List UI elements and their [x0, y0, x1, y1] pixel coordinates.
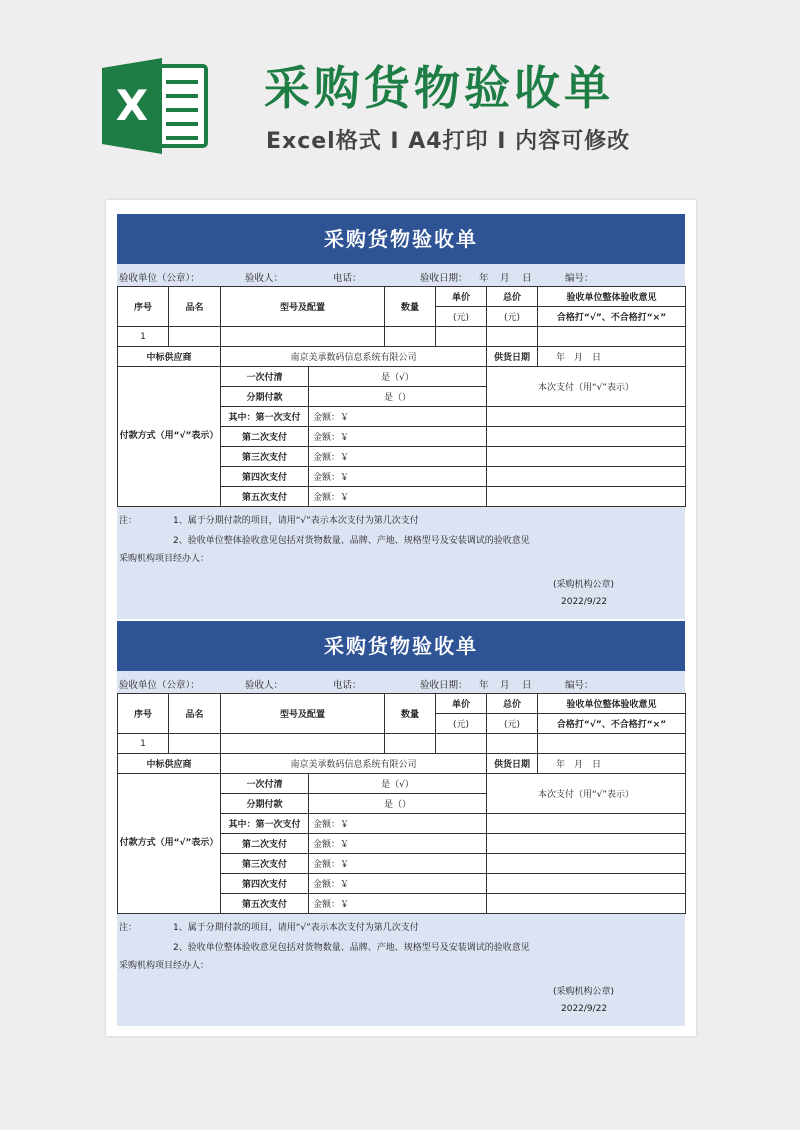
installment-2-amount[interactable]: 金额：￥ [309, 427, 487, 447]
row-total[interactable] [487, 327, 538, 347]
installment-3-check[interactable] [487, 447, 686, 467]
year-label: 年 [479, 680, 489, 691]
pay-install-value[interactable]: 是（） [309, 794, 487, 814]
acceptance-form-1 [117, 214, 685, 619]
pay-install-label: 分期付款 [221, 794, 309, 814]
installment-1-label: 其中：第一次支付 [221, 814, 309, 834]
installment-4-label: 第四次支付 [221, 874, 309, 894]
installment-1-check[interactable] [487, 407, 686, 427]
receiver-label: 验收人： [245, 680, 284, 691]
day-label: 日 [522, 680, 532, 691]
page-title: 采购货物验收单 [264, 61, 614, 115]
row-price[interactable] [436, 327, 487, 347]
col-seq-header: 序号 [118, 287, 169, 327]
installment-5-check[interactable] [487, 487, 686, 507]
supplier-label: 中标供应商 [118, 347, 221, 367]
pay-once-value[interactable]: 是（√） [309, 774, 487, 794]
row-name[interactable] [169, 734, 221, 754]
price-unit: (元) [436, 714, 487, 734]
phone-label: 电话： [333, 680, 362, 691]
page-subtitle: Excel格式 I A4打印 I 内容可修改 [266, 129, 631, 154]
row-seq: 1 [118, 327, 169, 347]
unit-label: 验收单位（公章）： [119, 680, 200, 691]
supply-date-label: 供货日期 [487, 754, 538, 774]
excel-logo-icon [100, 58, 212, 154]
col-total-header: 总价 [487, 287, 538, 307]
form-date: 2022/9/22 [561, 1004, 608, 1014]
col-opinion-header: 验收单位整体验收意见 [538, 287, 686, 307]
supplier-name: 南京美承数码信息系统有限公司 [221, 347, 487, 367]
col-name-header: 品名 [169, 287, 221, 327]
row-opinion[interactable] [538, 734, 686, 754]
supply-date: 年 月 日 [538, 754, 686, 774]
installment-4-amount[interactable]: 金额：￥ [309, 874, 487, 894]
month-label: 月 [500, 273, 510, 284]
col-price-header: 单价 [436, 287, 487, 307]
col-model-header: 型号及配置 [221, 287, 385, 327]
pay-once-value[interactable]: 是（√） [309, 367, 487, 387]
col-model-header: 型号及配置 [221, 694, 385, 734]
opinion-hint: 合格打“√”、不合格打“×” [538, 714, 686, 734]
year-label: 年 [479, 273, 489, 284]
installment-5-amount[interactable]: 金额：￥ [309, 894, 487, 914]
pay-once-label: 一次付清 [221, 367, 309, 387]
note-line-2: 2、验收单位整体验收意见包括对货物数量、品牌、产地、规格型号及安装调试的验收意见 [173, 536, 530, 546]
total-unit: (元) [487, 714, 538, 734]
col-total-header: 总价 [487, 694, 538, 714]
phone-label: 电话： [333, 273, 362, 284]
row-price[interactable] [436, 734, 487, 754]
notes-label: 注： [119, 516, 138, 526]
acceptance-table [117, 286, 686, 507]
installment-1-amount[interactable]: 金额：￥ [309, 407, 487, 427]
receiver-label: 验收人： [245, 273, 284, 284]
row-qty[interactable] [385, 734, 436, 754]
unit-label: 验收单位（公章）： [119, 273, 200, 284]
form-date: 2022/9/22 [561, 597, 608, 607]
col-seq-header: 序号 [118, 694, 169, 734]
pay-install-value[interactable]: 是（） [309, 387, 487, 407]
price-unit: (元) [436, 307, 487, 327]
seal-label: (采购机构公章) [553, 987, 615, 997]
row-qty[interactable] [385, 327, 436, 347]
acceptance-form-2 [117, 621, 685, 1026]
installment-2-check[interactable] [487, 427, 686, 447]
total-unit: (元) [487, 307, 538, 327]
row-opinion[interactable] [538, 327, 686, 347]
installment-3-amount[interactable]: 金额：￥ [309, 447, 487, 467]
month-label: 月 [500, 680, 510, 691]
notes-label: 注： [119, 923, 138, 933]
col-qty-header: 数量 [385, 694, 436, 734]
installment-5-check[interactable] [487, 894, 686, 914]
installment-2-check[interactable] [487, 834, 686, 854]
number-label: 编号： [565, 273, 594, 284]
form-notes [117, 914, 685, 1024]
note-line-1: 1、属于分期付款的项目，请用“√”表示本次支付为第几次支付 [173, 516, 419, 526]
handler-label: 采购机构项目经办人： [119, 961, 210, 971]
installment-3-label: 第三次支付 [221, 854, 309, 874]
handler-label: 采购机构项目经办人： [119, 554, 210, 564]
row-total[interactable] [487, 734, 538, 754]
seal-label: (采购机构公章) [553, 580, 615, 590]
installment-1-check[interactable] [487, 814, 686, 834]
installment-5-label: 第五次支付 [221, 894, 309, 914]
installment-4-check[interactable] [487, 467, 686, 487]
form-title: 采购货物验收单 [117, 621, 685, 671]
opinion-hint: 合格打“√”、不合格打“×” [538, 307, 686, 327]
pay-once-label: 一次付清 [221, 774, 309, 794]
installment-2-label: 第二次支付 [221, 427, 309, 447]
installment-1-label: 其中：第一次支付 [221, 407, 309, 427]
installment-4-label: 第四次支付 [221, 467, 309, 487]
installment-5-label: 第五次支付 [221, 487, 309, 507]
installment-3-label: 第三次支付 [221, 447, 309, 467]
col-opinion-header: 验收单位整体验收意见 [538, 694, 686, 714]
form-info-row [117, 671, 685, 693]
pay-install-label: 分期付款 [221, 387, 309, 407]
supplier-name: 南京美承数码信息系统有限公司 [221, 754, 487, 774]
installment-4-check[interactable] [487, 874, 686, 894]
supplier-label: 中标供应商 [118, 754, 221, 774]
installment-2-label: 第二次支付 [221, 834, 309, 854]
note-line-2: 2、验收单位整体验收意见包括对货物数量、品牌、产地、规格型号及安装调试的验收意见 [173, 943, 530, 953]
row-seq: 1 [118, 734, 169, 754]
date-label: 验收日期： [420, 273, 468, 284]
date-label: 验收日期： [420, 680, 468, 691]
page-header [0, 0, 800, 190]
day-label: 日 [522, 273, 532, 284]
installment-3-amount[interactable]: 金额：￥ [309, 854, 487, 874]
form-title: 采购货物验收单 [117, 214, 685, 264]
acceptance-table [117, 693, 686, 914]
col-name-header: 品名 [169, 694, 221, 734]
form-notes [117, 507, 685, 617]
pay-note: 本次支付（用“√”表示） [487, 367, 686, 407]
installment-4-amount[interactable]: 金额：￥ [309, 467, 487, 487]
supply-date: 年 月 日 [538, 347, 686, 367]
installment-1-amount[interactable]: 金额：￥ [309, 814, 487, 834]
note-line-1: 1、属于分期付款的项目，请用“√”表示本次支付为第几次支付 [173, 923, 419, 933]
col-qty-header: 数量 [385, 287, 436, 327]
row-model[interactable] [221, 327, 385, 347]
supply-date-label: 供货日期 [487, 347, 538, 367]
installment-5-amount[interactable]: 金额：￥ [309, 487, 487, 507]
payment-method-label: 付款方式（用“√”表示） [118, 367, 221, 507]
row-model[interactable] [221, 734, 385, 754]
form-info-row [117, 264, 685, 286]
pay-note: 本次支付（用“√”表示） [487, 774, 686, 814]
row-name[interactable] [169, 327, 221, 347]
logo-letter: X [115, 81, 149, 130]
installment-2-amount[interactable]: 金额：￥ [309, 834, 487, 854]
installment-3-check[interactable] [487, 854, 686, 874]
col-price-header: 单价 [436, 694, 487, 714]
number-label: 编号： [565, 680, 594, 691]
payment-method-label: 付款方式（用“√”表示） [118, 774, 221, 914]
